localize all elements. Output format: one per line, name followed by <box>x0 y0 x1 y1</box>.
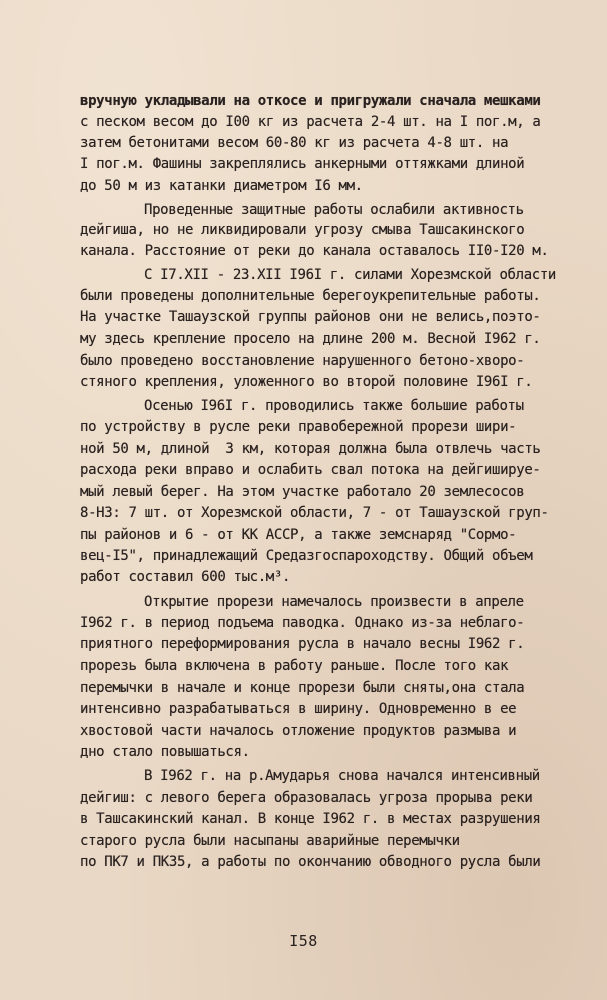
text-line: Осенью I96I г. проводились также большие работы <box>144 398 524 414</box>
text-line: дейгиша, но не ликвидировали угрозу смыва Ташсакинского <box>80 222 525 238</box>
text-line: работ составил 600 тыс.м³. <box>80 569 291 585</box>
text-line: затем бетонитами весом 60-80 кг из расчета 4-8 шт. на <box>80 135 509 151</box>
text-line: в Ташсакинский канал. В конце I962 г. в местах разрушения <box>80 811 541 827</box>
text-line: старого русла были насыпаны аварийные перемычки <box>80 833 460 849</box>
text-line: Открытие прорези намечалось произвести в апреле <box>144 594 524 610</box>
text-line: 8-НЗ: 7 шт. от Хорезмской области, 7 - от Ташаузской груп- <box>80 505 549 521</box>
text-line: му здесь крепление просело на длине 200 м. Весной I962 г. <box>80 331 541 347</box>
text-line: I пог.м. Фашины закреплялись анкерными оттяжками длиной <box>80 156 525 172</box>
text-line: было проведено восстановление нарушенного бетоно-хворо- <box>80 353 525 369</box>
text-line: до 50 м из катанки диаметром I6 мм. <box>80 178 363 194</box>
text-line: с песком весом до I00 кг из расчета 2-4 шт. на I пог.м, а <box>80 114 541 130</box>
text-line: мый левый берег. На этом участке работало 20 землесосов <box>80 484 525 500</box>
text-line: перемычки в начале и конце прорези были сняты,она стала <box>80 680 525 696</box>
text-line: хвостовой части началось отложение продуктов размыва и <box>80 723 517 739</box>
text-line: вец-I5", принадлежащий Средазгоспароходству. Общий объем <box>80 548 533 564</box>
text-line: были проведены дополнительные берегоукрепительные работы. <box>80 288 541 304</box>
text-line: В I962 г. на р.Амударья снова начался интенсивный <box>144 768 540 784</box>
text-line: дно стало повышаться. <box>80 744 250 760</box>
text-line: вручную укладывали на откосе и пригружали сначала мешками <box>80 93 541 109</box>
text-line: стяного крепления, уложенного во второй половине I96I г. <box>80 374 533 390</box>
text-line: пы районов и 6 - от КК АССР, а также земснаряд "Сормо- <box>80 527 517 543</box>
text-line: канала. Расстояние от реки до канала оставалось II0-I20 м. <box>80 243 549 259</box>
text-line: прорезь была включена в работу раньше. После того как <box>80 658 509 674</box>
text-line: С I7.XII - 23.XII I96I г. силами Хорезмской области <box>144 267 557 283</box>
text-line: дейгиш: с левого берега образовалась угроза прорыва реки <box>80 790 533 806</box>
text-line: интенсивно разрабатываться в ширину. Одновременно в ее <box>80 701 517 717</box>
text-line: ной 50 м, длиной 3 км, которая должна была отвлечь часть <box>80 441 541 457</box>
page-number: I58 <box>289 932 318 950</box>
text-line: расхода реки вправо и ослабить свал потока на дейгишируе- <box>80 462 541 478</box>
text-line: На участке Ташаузской группы районов они не велись,поэто- <box>80 309 541 325</box>
text-line: Проведенные защитные работы ослабили активность <box>144 202 524 218</box>
text-line: по устройству в русле реки правобережной прорези шири- <box>80 419 517 435</box>
text-line: I962 г. в период подъема паводка. Однако из-за неблаго- <box>80 615 525 631</box>
text-line: по ПК7 и ПК35, а работы по окончанию обводного русла были <box>80 854 541 870</box>
text-line: приятного переформирования русла в начало весны I962 г. <box>80 636 525 652</box>
